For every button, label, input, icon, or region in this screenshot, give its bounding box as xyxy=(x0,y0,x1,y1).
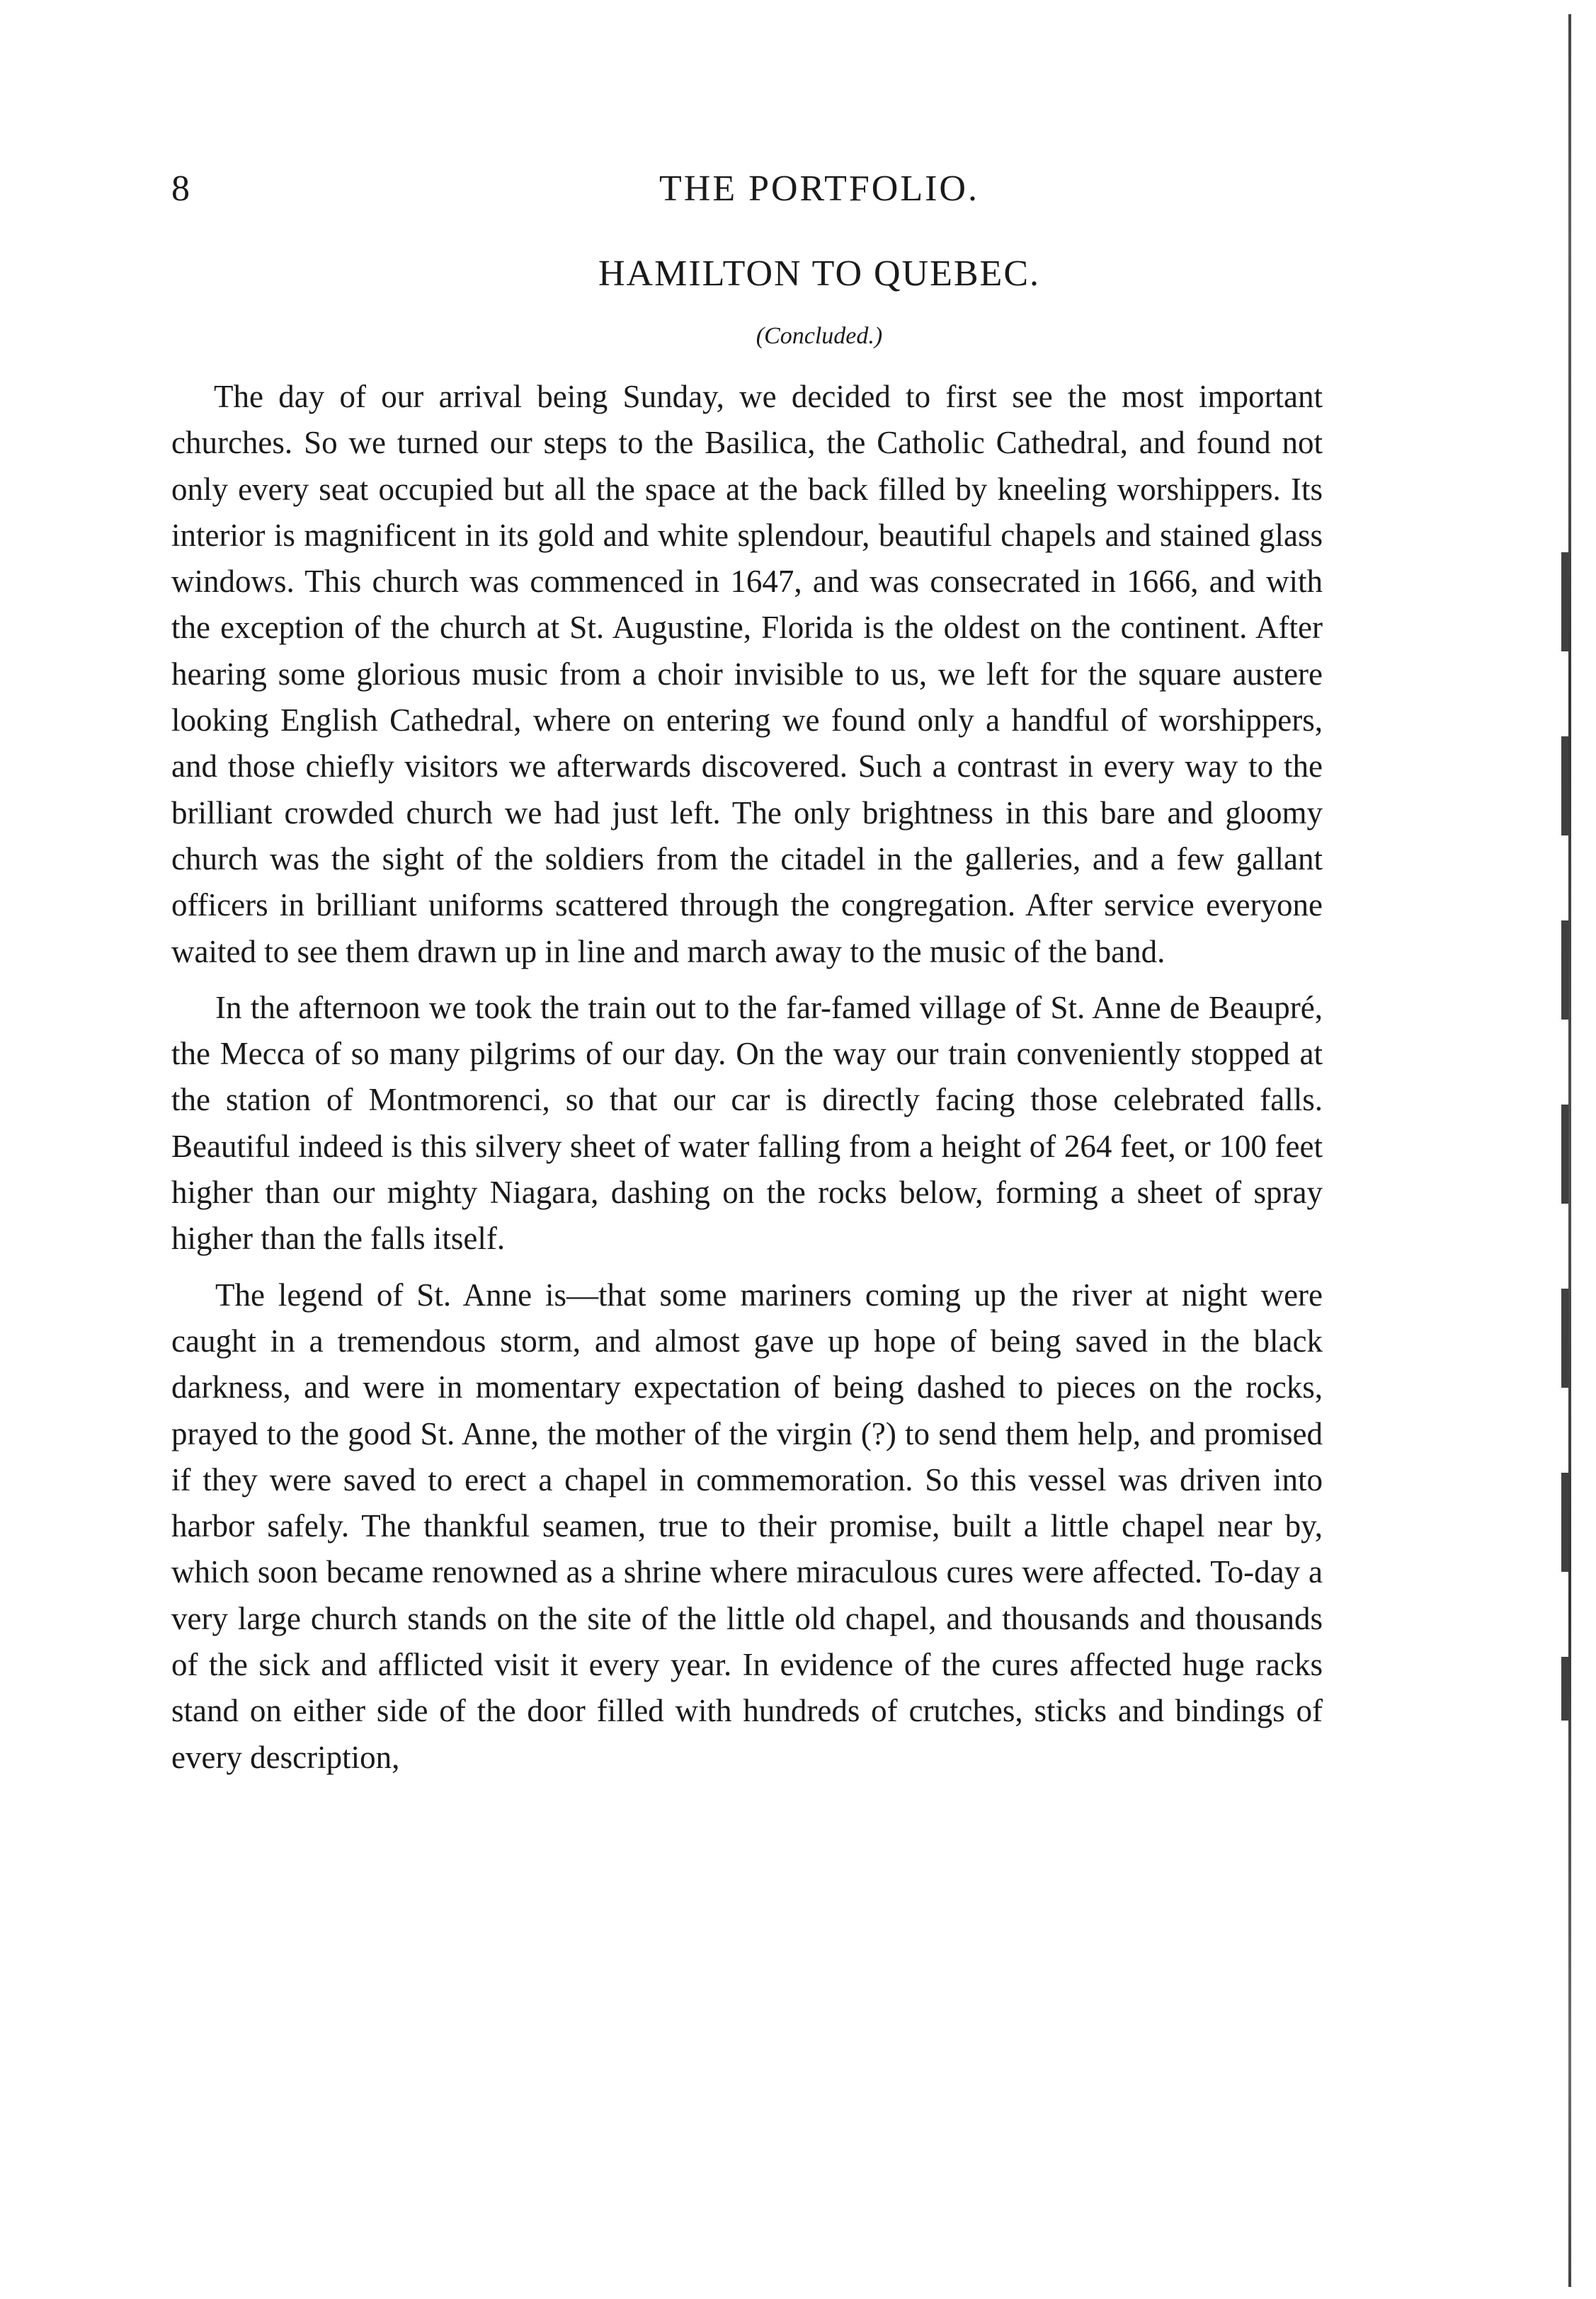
running-head xyxy=(0,164,1596,214)
running-title: THE PORTFOLIO. xyxy=(659,169,979,209)
article-title: HAMILTON TO QUEBEC. xyxy=(598,253,1040,294)
paragraph-3: The legend of St. Anne is—that some mariners coming up the river at night were caught in a tremendous storm, and almost gave up hope of being saved in the black darkness, and were in momentary expectation of being dashed to pieces on the rocks, prayed to the good St. Anne, the mother of the virgin (?) to send them help, and promised if they were saved to erect a chapel in commemoration. So this vessel was driven into harbor safely. The thankful seamen, true to their promise, built a little chapel near by, which soon became renowned as a shrine where miraculous cures were affected. To-day a very large church stands on the site of the little old chapel, and thousands and thousands of the sick and afflicted visit it every year. In evidence of the cures affected huge racks stand on either side of the door filled with hundreds of crutches, sticks and bindings of every description, xyxy=(171,1277,1323,1775)
page-binding-edge xyxy=(1568,14,1571,2287)
page-binding-shadow xyxy=(1561,552,1568,1721)
paragraph-1: The day of our arrival being Sunday, we decided to first see the most important churches. So we turned our steps to the Basilica, the Catholic Cathedral, and found not only every seat occupied but all the space at the back filled by kneeling worshippers. Its interior is magnificent in its gold and white splendour, beautiful chapels and stained glass windows. This church was commenced in 1647, and was consecrated in 1666, and with the exception of the church at St. Augustine, Florida is the oldest on the continent. After hearing some glorious music from a choir invisible to us, we left for the square austere looking English Cathedral, where on entering we found only a handful of worshippers, and those chiefly visitors we afterwards discovered. Such a contrast in every way to the brilliant crowded church we had just left. The only brightness in this bare and gloomy church was the sight of the soldiers from the citadel in the galleries, and a few gallant officers in brilliant uniforms scattered through the congregation. After service everyone waited to see them drawn up in line and march away to the music of the band. xyxy=(171,379,1323,969)
article-body xyxy=(171,374,1323,1791)
article-subtitle: (Concluded.) xyxy=(756,323,883,349)
page-number: 8 xyxy=(171,169,190,209)
paragraph-2: In the afternoon we took the train out to the far-famed village of St. Anne de Beaupré, the Mecca of so many pilgrims of our day. On the way our train conveniently stopped at the station of Montmorenci, so that our car is directly facing those celebrated falls. Beautiful indeed is this silvery sheet of water falling from a height of 264 feet, or 100 feet higher than our mighty Niagara, dashing on the rocks below, forming a sheet of spray higher than the falls itself. xyxy=(171,989,1323,1257)
